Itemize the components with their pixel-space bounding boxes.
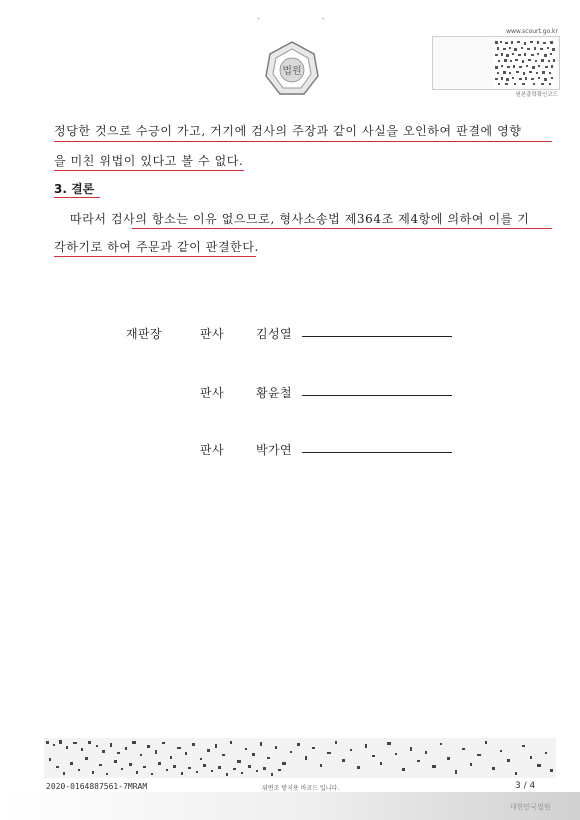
court-seal-icon bbox=[262, 40, 322, 100]
signature-title: 판사 bbox=[200, 386, 224, 400]
signature-name: 김성열 bbox=[256, 327, 292, 341]
signature-name: 박가연 bbox=[256, 443, 292, 457]
verification-box bbox=[432, 36, 560, 90]
verification-caption: 원본출력확인코드 bbox=[515, 92, 558, 98]
signature-line bbox=[302, 452, 452, 453]
signature-title: 판사 bbox=[200, 327, 224, 341]
document-code: 2020-0164887561-7MRAM bbox=[46, 782, 148, 791]
signature-role: 재판장 bbox=[126, 327, 162, 341]
verification-block bbox=[432, 28, 558, 98]
seal-text: 법원 bbox=[282, 66, 302, 77]
verification-url: www.scourt.go.kr bbox=[506, 28, 558, 35]
red-underline bbox=[54, 197, 100, 198]
footer-band bbox=[0, 792, 580, 820]
body-line: 따라서 검사의 항소는 이유 없으므로, 형사소송법 제364조 제4항에 의하여 이를 기 bbox=[70, 212, 530, 226]
signature-line bbox=[302, 336, 452, 337]
section-heading: 3. 결론 bbox=[54, 182, 95, 196]
court-name: 대한민국법원 bbox=[510, 803, 551, 811]
body-line: 각하기로 하여 주문과 같이 판결한다. bbox=[54, 240, 259, 254]
red-underline bbox=[132, 228, 552, 229]
top-mark: - bbox=[322, 14, 325, 23]
red-underline bbox=[54, 141, 552, 142]
barcode-note: 위변조 방지용 바코드 입니다. bbox=[262, 785, 340, 792]
body-line: 정당한 것으로 수긍이 가고, 거기에 검사의 주장과 같이 사실을 오인하여 판결에 영향 bbox=[54, 124, 522, 138]
signature-title: 판사 bbox=[200, 443, 224, 457]
red-underline bbox=[54, 170, 244, 171]
red-underline bbox=[54, 256, 256, 257]
top-mark: - bbox=[257, 14, 260, 23]
security-barcode-icon bbox=[44, 738, 556, 778]
signature-line bbox=[302, 395, 452, 396]
signature-name: 황윤철 bbox=[256, 386, 292, 400]
body-line: 을 미친 위법이 있다고 볼 수 없다. bbox=[54, 154, 244, 168]
page-number: 3 / 4 bbox=[515, 781, 536, 791]
qr-code-icon bbox=[493, 39, 557, 87]
